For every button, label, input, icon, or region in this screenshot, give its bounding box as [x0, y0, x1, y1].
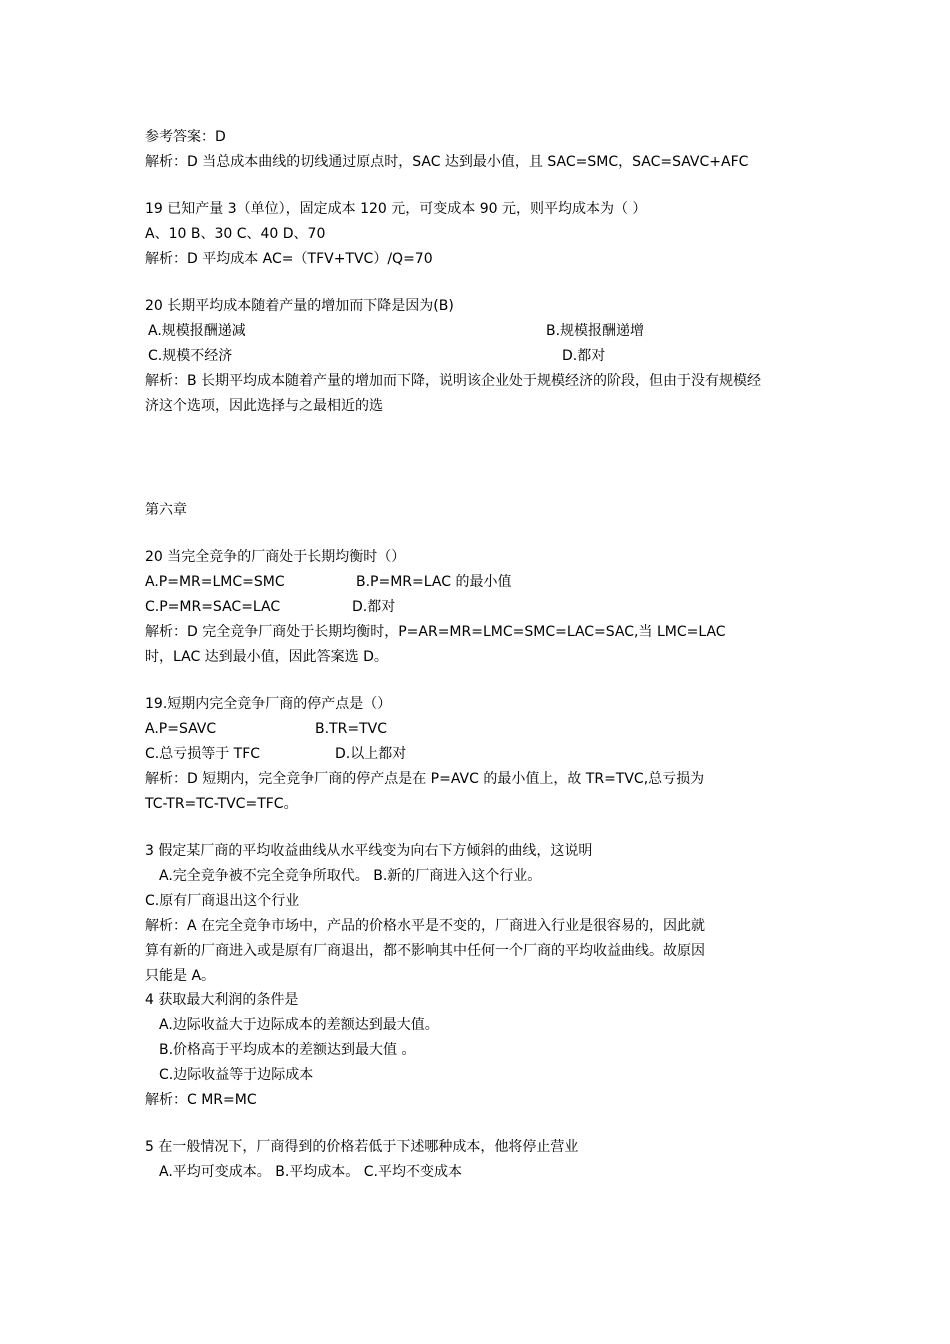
option-c-20-lac: C.规模不经济: [148, 348, 233, 364]
analysis-20-pc-1: 解析：D 完全竞争厂商处于长期均衡时，P=AR=MR=LMC=SMC=LAC=SAC,当 LMC=LAC: [145, 624, 726, 640]
analysis-19-shutdown-1: 解析：D 短期内，完全竞争厂商的停产点是在 P=AVC 的最小值上，故 TR=TVC,总亏损为: [145, 771, 705, 787]
option-a-19-shutdown: A.P=SAVC: [145, 721, 217, 737]
option-b-20-lac: B.规模报酬递增: [546, 323, 645, 339]
chapter-heading: 第六章: [145, 502, 187, 518]
question-4: 4 获取最大利润的条件是: [145, 992, 299, 1008]
question-20-lac: 20 长期平均成本随着产量的增加而下降是因为(B): [145, 298, 454, 314]
analysis-20-pc-2: 时，LAC 达到最小值，因此答案选 D。: [145, 649, 388, 665]
analysis-20-lac-2: 济这个选项，因此选择与之最相近的选: [145, 398, 383, 414]
analysis-line: 解析：D 当总成本曲线的切线通过原点时，SAC 达到最小值，且 SAC=SMC，SAC=SAVC+AFC: [145, 154, 749, 170]
answer-line: 参考答案：D: [145, 129, 226, 145]
option-a-20-lac: A.规模报酬递减: [148, 323, 246, 339]
question-19-shutdown: 19.短期内完全竞争厂商的停产点是（）: [145, 696, 392, 712]
analysis-3-3: 只能是 A。: [145, 968, 216, 984]
analysis-4: 解析：C MR=MC: [145, 1092, 257, 1108]
option-d-20-lac: D.都对: [562, 348, 606, 364]
option-c-4: C.边际收益等于边际成本: [159, 1067, 314, 1083]
analysis-19-shutdown-2: TC-TR=TC-TVC=TFC。: [145, 796, 298, 812]
option-c-20-pc: C.P=MR=SAC=LAC: [145, 599, 281, 615]
question-3: 3 假定某厂商的平均收益曲线从水平线变为向右下方倾斜的曲线，这说明: [145, 843, 593, 859]
analysis-20-lac-1: 解析：B 长期平均成本随着产量的增加而下降，说明该企业处于规模经济的阶段，但由于没有规模经: [145, 373, 762, 389]
option-b-20-pc: B.P=MR=LAC 的最小值: [356, 574, 512, 590]
question-5: 5 在一般情况下，厂商得到的价格若低于下述哪种成本，他将停止营业: [145, 1139, 579, 1155]
option-c-19-shutdown: C.总亏损等于 TFC: [145, 746, 261, 762]
option-c-3: C.原有厂商退出这个行业: [145, 893, 300, 909]
option-b-19-shutdown: B.TR=TVC: [315, 721, 387, 737]
analysis-19-cost: 解析：D 平均成本 AC=（TFV+TVC）/Q=70: [145, 251, 433, 267]
options-ab-3: A.完全竞争被不完全竞争所取代。 B.新的厂商进入这个行业。: [159, 868, 542, 884]
option-d-19-shutdown: D.以上都对: [335, 746, 407, 762]
option-a-4: A.边际收益大于边际成本的差额达到最大值。: [159, 1017, 439, 1033]
analysis-3-2: 算有新的厂商进入或是原有厂商退出，都不影响其中任何一个厂商的平均收益曲线。故原因: [145, 943, 705, 959]
analysis-3-1: 解析：A 在完全竞争市场中，产品的价格水平是不变的，厂商进入行业是很容易的，因此就: [145, 918, 706, 934]
option-d-20-pc: D.都对: [352, 599, 396, 615]
options-19-cost: A、10 B、30 C、40 D、70: [145, 226, 326, 242]
options-5: A.平均可变成本。 B.平均成本。 C.平均不变成本: [159, 1164, 462, 1180]
question-19-cost: 19 已知产量 3（单位），固定成本 120 元，可变成本 90 元，则平均成本为（ ）: [145, 201, 647, 217]
option-b-4: B.价格高于平均成本的差额达到最大值 。: [159, 1042, 416, 1058]
option-a-20-pc: A.P=MR=LMC=SMC: [145, 574, 285, 590]
question-20-pc: 20 当完全竞争的厂商处于长期均衡时（）: [145, 549, 406, 565]
